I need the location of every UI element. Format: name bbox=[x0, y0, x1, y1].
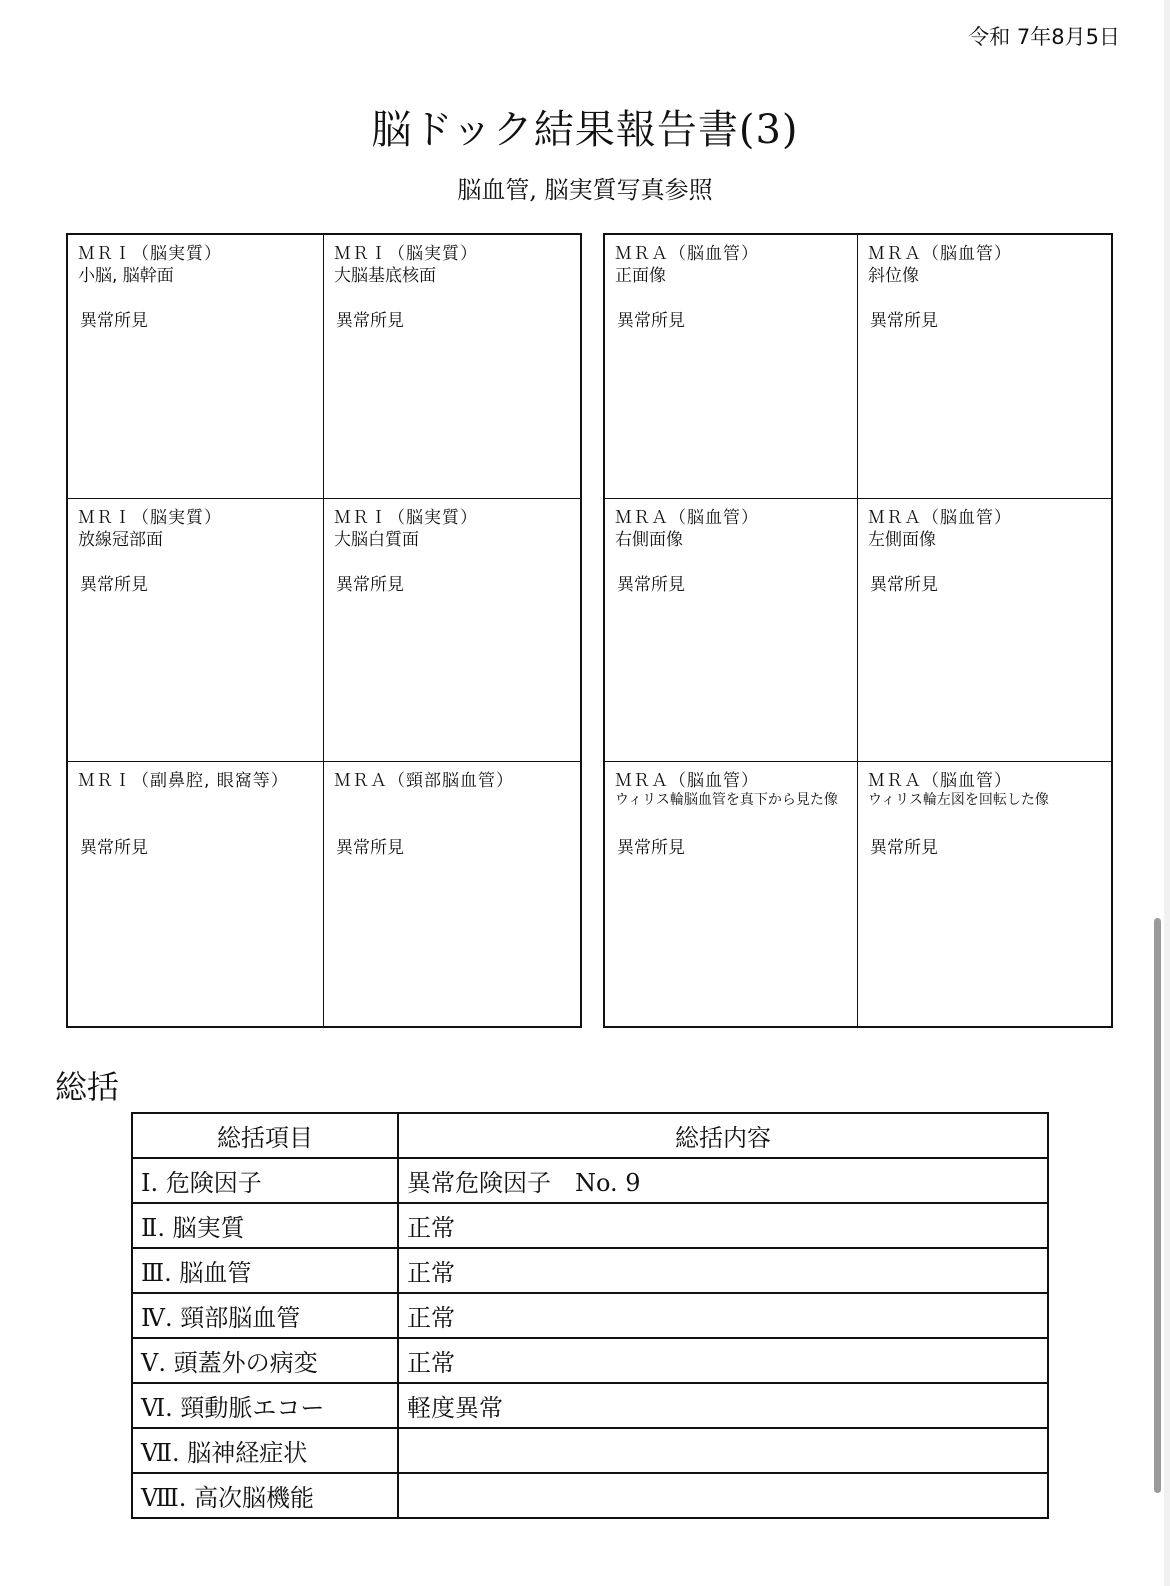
summary-item: Ⅴ. 頭蓋外の病変 bbox=[132, 1338, 398, 1383]
summary-item: Ⅰ. 危険因子 bbox=[132, 1158, 398, 1203]
cell-finding: 異常所見 bbox=[336, 838, 404, 859]
table-row bbox=[132, 1203, 1048, 1248]
mri-panel bbox=[66, 233, 582, 1028]
cell-kind: ＭＲＩ（脳実質） bbox=[334, 507, 478, 528]
cell-finding: 異常所見 bbox=[80, 311, 148, 331]
image-cell bbox=[68, 235, 324, 499]
summary-content: 軽度異常 bbox=[398, 1383, 1048, 1428]
summary-table bbox=[131, 1112, 1049, 1519]
cell-kind: ＭＲＡ（脳血管） bbox=[868, 244, 1012, 264]
cell-finding: 異常所見 bbox=[336, 311, 404, 331]
vertical-scrollbar[interactable] bbox=[1154, 918, 1161, 1493]
summary-content bbox=[398, 1473, 1048, 1518]
page-edge bbox=[1164, 0, 1170, 1586]
cell-kind: ＭＲＡ（脳血管） bbox=[615, 771, 759, 792]
cell-finding: 異常所見 bbox=[80, 838, 148, 859]
summary-item: Ⅱ. 脳実質 bbox=[132, 1203, 398, 1248]
table-row bbox=[132, 1338, 1048, 1383]
table-row bbox=[132, 1248, 1048, 1293]
cell-finding: 異常所見 bbox=[870, 838, 938, 859]
cell-finding: 異常所見 bbox=[870, 574, 938, 595]
image-cell bbox=[324, 762, 580, 1026]
column-header-item: 総括項目 bbox=[132, 1113, 398, 1158]
report-date: 令和 7年8月5日 bbox=[968, 25, 1120, 49]
cell-kind: ＭＲＡ（脳血管） bbox=[868, 771, 1012, 792]
image-cell bbox=[858, 499, 1111, 763]
cell-finding: 異常所見 bbox=[870, 311, 938, 331]
image-cell bbox=[605, 235, 858, 499]
cell-kind: ＭＲＡ（脳血管） bbox=[615, 244, 759, 264]
cell-view: ウィリス輪脳血管を真下から見た像 bbox=[615, 792, 838, 809]
summary-content: 正常 bbox=[398, 1203, 1048, 1248]
cell-view: 大脳基底核面 bbox=[334, 266, 436, 286]
image-cell bbox=[324, 235, 580, 499]
cell-kind: ＭＲＩ（脳実質） bbox=[78, 244, 222, 264]
image-cell bbox=[324, 499, 580, 763]
summary-heading: 総括 bbox=[55, 1068, 120, 1106]
cell-finding: 異常所見 bbox=[617, 311, 685, 331]
summary-content: 正常 bbox=[398, 1293, 1048, 1338]
image-cell bbox=[858, 235, 1111, 499]
cell-view: 正面像 bbox=[615, 266, 666, 286]
table-row bbox=[132, 1428, 1048, 1473]
cell-view: 左側面像 bbox=[868, 529, 936, 550]
image-cell bbox=[605, 762, 858, 1026]
cell-kind: ＭＲＡ（頸部脳血管） bbox=[334, 771, 514, 792]
table-row bbox=[132, 1293, 1048, 1338]
column-header-content: 総括内容 bbox=[398, 1113, 1048, 1158]
page-subtitle: 脳血管, 脳実質写真参照 bbox=[457, 176, 713, 204]
summary-content: 正常 bbox=[398, 1248, 1048, 1293]
cell-kind: ＭＲＡ（脳血管） bbox=[868, 507, 1012, 528]
cell-finding: 異常所見 bbox=[80, 574, 148, 595]
image-cell bbox=[68, 762, 324, 1026]
table-header-row bbox=[132, 1113, 1048, 1158]
summary-item: Ⅲ. 脳血管 bbox=[132, 1248, 398, 1293]
summary-item: Ⅵ. 頸動脈エコー bbox=[132, 1383, 398, 1428]
summary-content: 正常 bbox=[398, 1338, 1048, 1383]
cell-view: 小脳, 脳幹面 bbox=[78, 266, 174, 286]
table-row bbox=[132, 1383, 1048, 1428]
cell-finding: 異常所見 bbox=[617, 838, 685, 859]
table-row bbox=[132, 1158, 1048, 1203]
cell-kind: ＭＲＡ（脳血管） bbox=[615, 507, 759, 528]
cell-kind: ＭＲＩ（副鼻腔, 眼窩等） bbox=[78, 771, 289, 792]
cell-view: ウィリス輪左図を回転した像 bbox=[868, 792, 1049, 809]
cell-view: 斜位像 bbox=[868, 266, 919, 286]
summary-content bbox=[398, 1428, 1048, 1473]
summary-content: 異常危険因子 No. 9 bbox=[398, 1158, 1048, 1203]
image-cell bbox=[68, 499, 324, 763]
cell-kind: ＭＲＩ（脳実質） bbox=[78, 507, 222, 528]
summary-item: Ⅷ. 高次脳機能 bbox=[132, 1473, 398, 1518]
summary-item: Ⅳ. 頸部脳血管 bbox=[132, 1293, 398, 1338]
mra-panel bbox=[603, 233, 1113, 1028]
cell-view: 大脳白質面 bbox=[334, 529, 419, 550]
page-title: 脳ドック結果報告書(3) bbox=[371, 107, 799, 153]
cell-finding: 異常所見 bbox=[617, 574, 685, 595]
cell-view: 放線冠部面 bbox=[78, 529, 163, 550]
table-row bbox=[132, 1473, 1048, 1518]
image-cell bbox=[605, 499, 858, 763]
cell-kind: ＭＲＩ（脳実質） bbox=[334, 244, 478, 264]
cell-view: 右側面像 bbox=[615, 529, 683, 550]
summary-item: Ⅶ. 脳神経症状 bbox=[132, 1428, 398, 1473]
image-cell bbox=[858, 762, 1111, 1026]
cell-finding: 異常所見 bbox=[336, 574, 404, 595]
